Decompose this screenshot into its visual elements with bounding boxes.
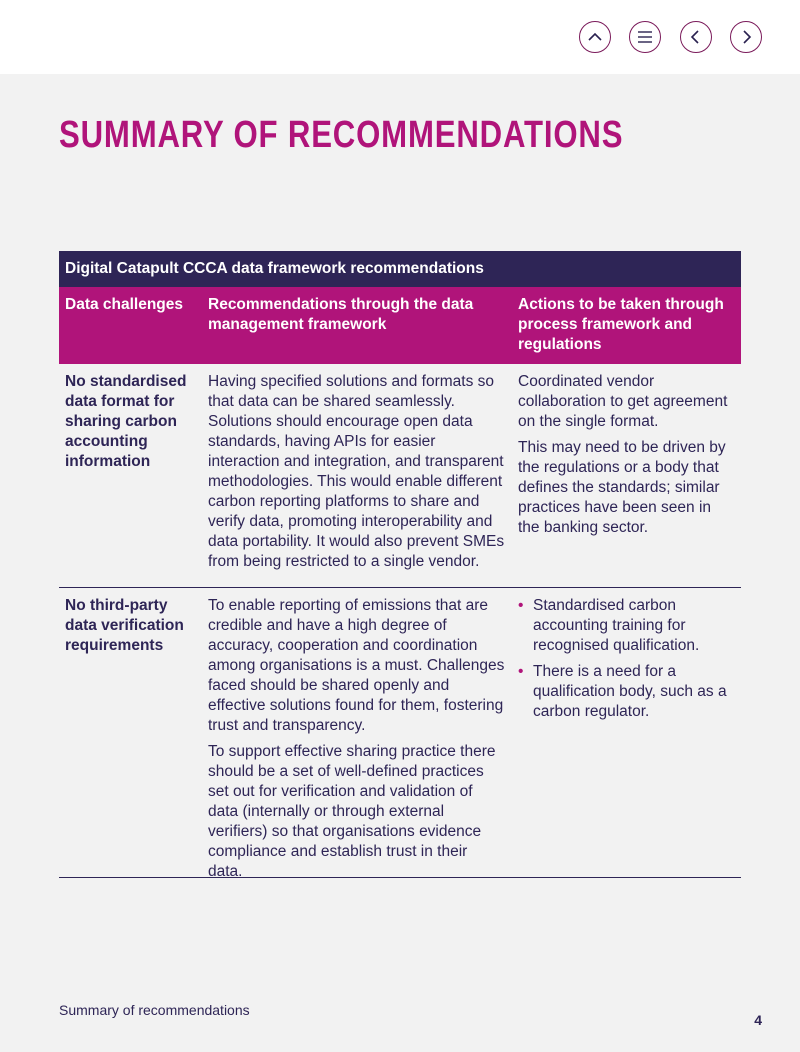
bullet-icon: •	[518, 663, 524, 680]
table-header-row	[59, 287, 741, 364]
action-paragraph: This may need to be driven by the regulations or a body that defines the standards; similar practices have been seen in the banking sector.	[518, 439, 726, 536]
header-actions: Actions to be taken through process framework and regulations	[518, 296, 724, 353]
table-caption: Digital Catapult CCCA data framework recommendations	[59, 251, 741, 287]
header-recommendations: Recommendations through the data management framework	[208, 296, 474, 333]
list-item	[518, 662, 735, 722]
challenge-cell: No third-party data verification requirements	[65, 597, 184, 654]
table-row	[59, 364, 741, 588]
chevron-left-icon[interactable]	[680, 21, 712, 53]
actions-cell	[512, 588, 741, 877]
chevron-up-icon[interactable]	[579, 21, 611, 53]
action-bullet-list	[518, 596, 735, 722]
bullet-icon: •	[518, 597, 524, 614]
page-title: SUMMARY OF RECOMMENDATIONS	[59, 114, 624, 156]
action-bullet-text: There is a need for a qualification body, such as a carbon regulator.	[533, 663, 727, 720]
top-navigation-bar	[0, 0, 800, 74]
table-row	[59, 588, 741, 878]
challenge-cell: No standardised data format for sharing carbon accounting information	[65, 373, 187, 470]
list-item	[518, 596, 735, 656]
recommendations-table	[59, 251, 741, 878]
recommendation-cell	[202, 364, 512, 587]
recommendation-cell	[202, 588, 512, 880]
action-bullet-text: Standardised carbon accounting training for recognised qualification.	[533, 597, 700, 654]
action-paragraph: Coordinated vendor collaboration to get agreement on the single format.	[518, 373, 728, 430]
page-number: 4	[754, 1012, 762, 1028]
header-data-challenges: Data challenges	[65, 296, 184, 313]
footer-section-label: Summary of recommendations	[59, 1002, 250, 1018]
chevron-right-icon[interactable]	[730, 21, 762, 53]
actions-cell	[512, 364, 741, 587]
recommendation-paragraph: To support effective sharing practice there should be a set of well-defined practices set out for verification and validation of data (internally or through external verifiers) so that organisations evidence compliance and establish trust in their data.	[208, 743, 496, 880]
menu-icon[interactable]	[629, 21, 661, 53]
recommendation-paragraph: To enable reporting of emissions that are credible and have a high degree of accuracy, cooperation and coordination among organisations is a must. Challenges faced should be shared openly and effective solutions found for them, fostering trust and transparency.	[208, 597, 505, 734]
recommendation-paragraph: Having specified solutions and formats so that data can be shared seamlessly. Solutions should encourage open data standards, having APIs for easier interaction and integration, and transparent methodologies. This would enable different carbon reporting platforms to share and verify data, promoting interoperability and data portability. It would also prevent SMEs from being restricted to a single vendor.	[208, 373, 505, 570]
